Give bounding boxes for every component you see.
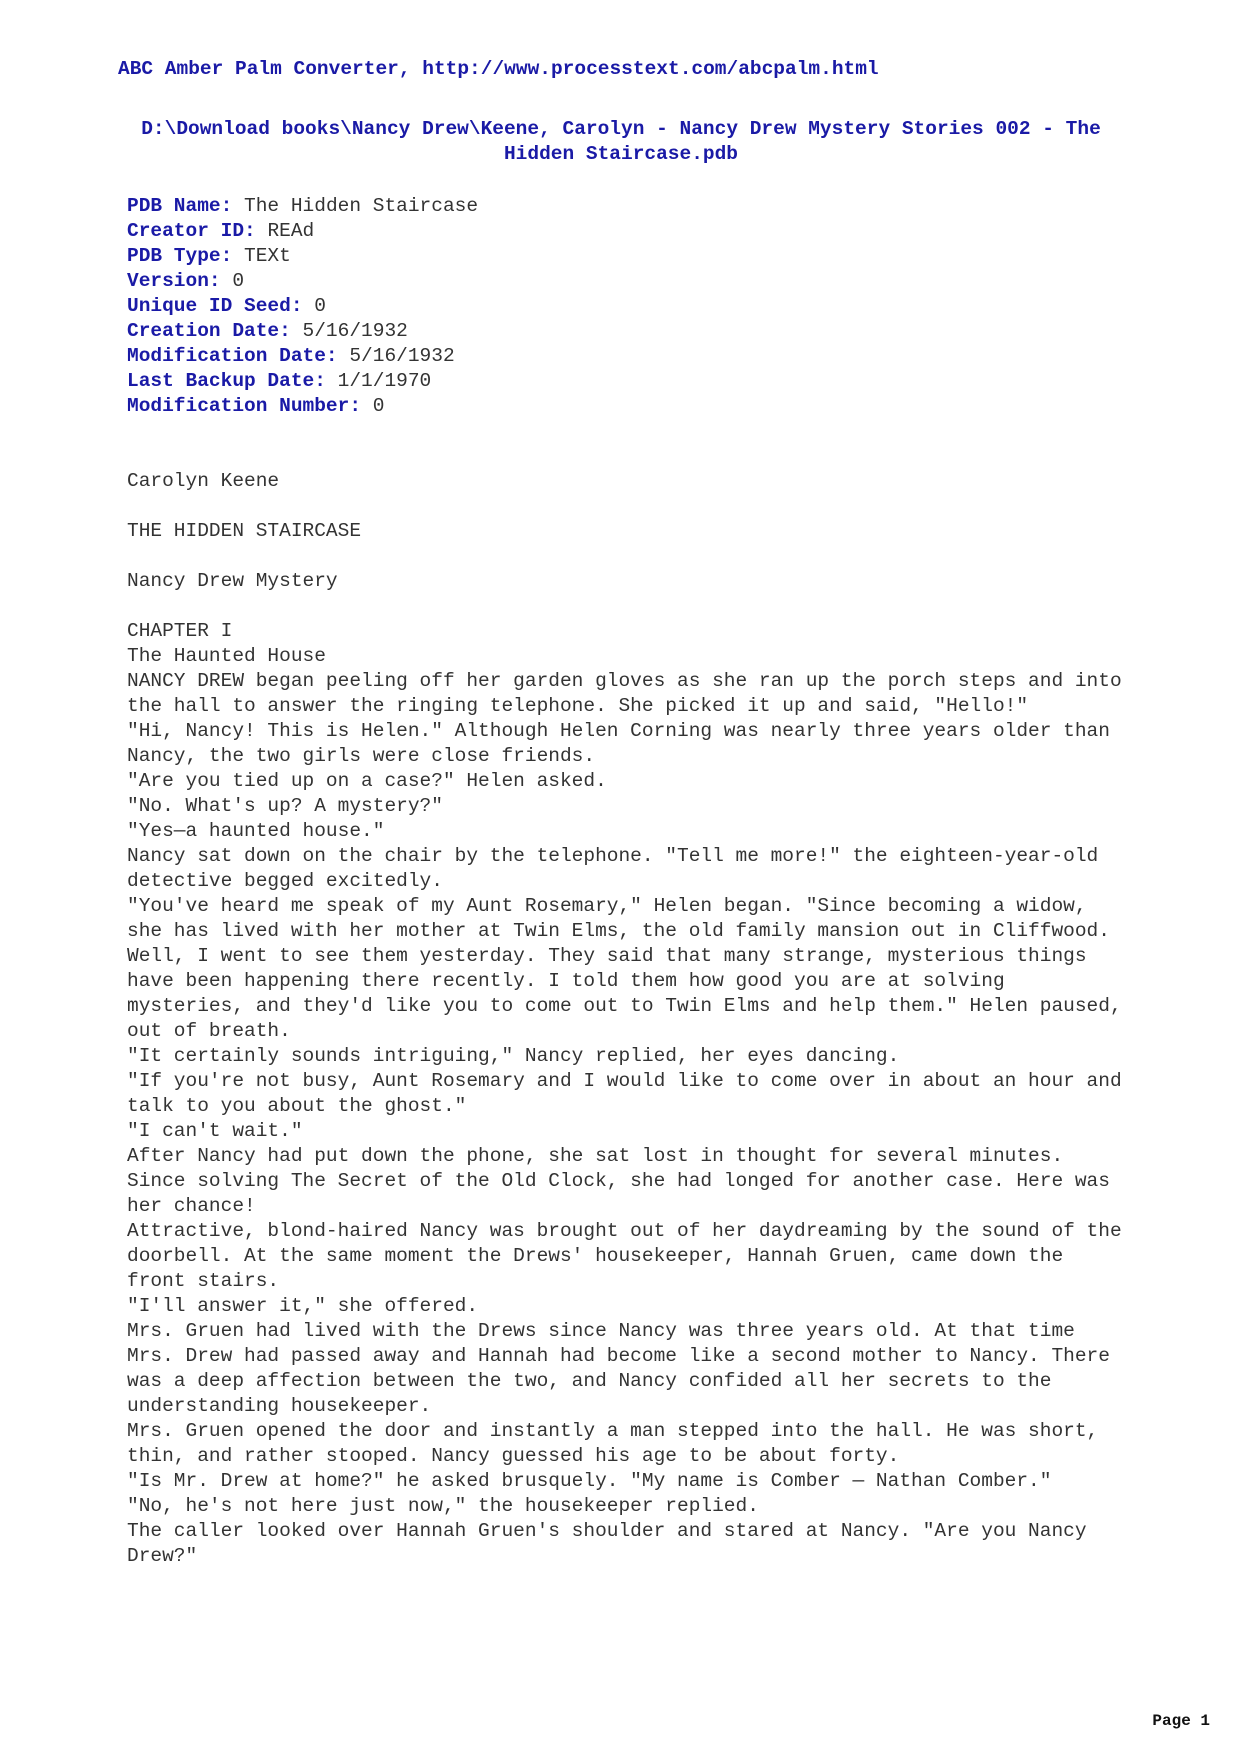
book-series: Nancy Drew Mystery [127, 570, 338, 592]
metadata-value: The Hidden Staircase [244, 195, 479, 217]
metadata-key: Modification Number: [127, 395, 362, 417]
metadata-row-unique-id-seed [127, 294, 478, 319]
metadata-key: Version: [127, 270, 221, 292]
paragraph: NANCY DREW began peeling off her garden gloves as she ran up the porch steps and into the hall to answer the ringing telephone. She picked it up and said, "Hello!" [127, 670, 1134, 717]
metadata-row-pdb-name [127, 194, 478, 219]
paragraph: "It certainly sounds intriguing," Nancy replied, her eyes dancing. [127, 1045, 900, 1067]
paragraph: Nancy sat down on the chair by the telephone. "Tell me more!" the eighteen-year-old detective begged excitedly. [127, 845, 1110, 892]
paragraph: "If you're not busy, Aunt Rosemary and I would like to come over in about an hour and talk to you about the ghost." [127, 1070, 1134, 1117]
metadata-key: Creator ID: [127, 220, 256, 242]
paragraph: "No. What's up? A mystery?" [127, 795, 443, 817]
metadata-value: TEXt [244, 245, 291, 267]
metadata-value: 0 [232, 270, 245, 292]
chapter-label: CHAPTER I [127, 620, 233, 642]
paragraph: "Hi, Nancy! This is Helen." Although Helen Corning was nearly three years older than Nancy, the two girls were close friends. [127, 720, 1122, 767]
metadata-row-pdb-type [127, 244, 478, 269]
spacer [127, 594, 1127, 619]
paragraph: "I can't wait." [127, 1120, 303, 1142]
book-author: Carolyn Keene [127, 470, 280, 492]
metadata-value: REAd [267, 220, 315, 242]
metadata-key: Creation Date: [127, 320, 291, 342]
book-title: THE HIDDEN STAIRCASE [127, 520, 362, 542]
metadata-row-version [127, 269, 478, 294]
spacer [127, 544, 1127, 569]
paragraph: "You've heard me speak of my Aunt Rosemary," Helen began. "Since becoming a widow, she has lived with her mother at Twin Elms, the old family mansion out in Cliffwood. Well, I went to see them yesterday. They said that many strange, mysterious things have been happening there recently. I told them how good you are at solving mysteries, and they'd like you to come out to Twin Elms and help them." Helen paused, out of breath. [127, 895, 1134, 1042]
file-path-title: D:\Download books\Nancy Drew\Keene, Carolyn - Nancy Drew Mystery Stories 002 - The Hidden Staircase.pdb [141, 118, 1101, 165]
page-number: Page 1 [1152, 1712, 1210, 1730]
metadata-key: Unique ID Seed: [127, 295, 303, 317]
paragraph: Mrs. Gruen had lived with the Drews since Nancy was three years old. At that time Mrs. Drew had passed away and Hannah had become like a second mother to Nancy. There was a deep affection between the two, and Nancy confided all her secrets to the understanding housekeeper. [127, 1320, 1122, 1417]
metadata-key: PDB Type: [127, 245, 233, 267]
metadata-key: PDB Name: [127, 195, 233, 217]
metadata-key: Modification Date: [127, 345, 338, 367]
chapter-title: The Haunted House [127, 645, 326, 667]
paragraph: The caller looked over Hannah Gruen's shoulder and stared at Nancy. "Are you Nancy Drew?" [127, 1520, 1099, 1567]
paragraph: Attractive, blond-haired Nancy was brought out of her daydreaming by the sound of the doorbell. At the same moment the Drews' housekeeper, Hannah Gruen, came down the front stairs. [127, 1220, 1134, 1292]
paragraph: After Nancy had put down the phone, she sat lost in thought for several minutes. Since solving The Secret of the Old Clock, she had longed for another case. Here was her chance! [127, 1145, 1122, 1217]
metadata-value: 1/1/1970 [337, 370, 432, 392]
metadata-row-modification-number [127, 394, 478, 419]
metadata-row-last-backup-date [127, 369, 478, 394]
metadata-value: 5/16/1932 [349, 345, 455, 367]
metadata-row-creator-id [127, 219, 478, 244]
metadata-row-creation-date [127, 319, 478, 344]
metadata-value: 0 [314, 295, 326, 317]
converter-header: ABC Amber Palm Converter, http://www.processtext.com/abcpalm.html [118, 58, 879, 80]
metadata-value: 0 [372, 395, 385, 417]
metadata-row-modification-date [127, 344, 478, 369]
pdb-metadata [127, 194, 478, 419]
paragraph: "Yes—a haunted house." [127, 820, 385, 842]
paragraph: Mrs. Gruen opened the door and instantly a man stepped into the hall. He was short, thin, and rather stooped. Nancy guessed his age to be about forty. [127, 1420, 1110, 1467]
book-content [127, 469, 1134, 1569]
metadata-value: 5/16/1932 [302, 320, 408, 342]
paragraph: "No, he's not here just now," the housekeeper replied. [127, 1495, 759, 1517]
paragraph: "Is Mr. Drew at home?" he asked brusquely. "My name is Comber — Nathan Comber." [127, 1470, 1052, 1492]
paragraph: "I'll answer it," she offered. [127, 1295, 479, 1317]
paragraph: "Are you tied up on a case?" Helen asked. [127, 770, 607, 792]
spacer [127, 494, 1127, 519]
metadata-key: Last Backup Date: [127, 370, 326, 392]
